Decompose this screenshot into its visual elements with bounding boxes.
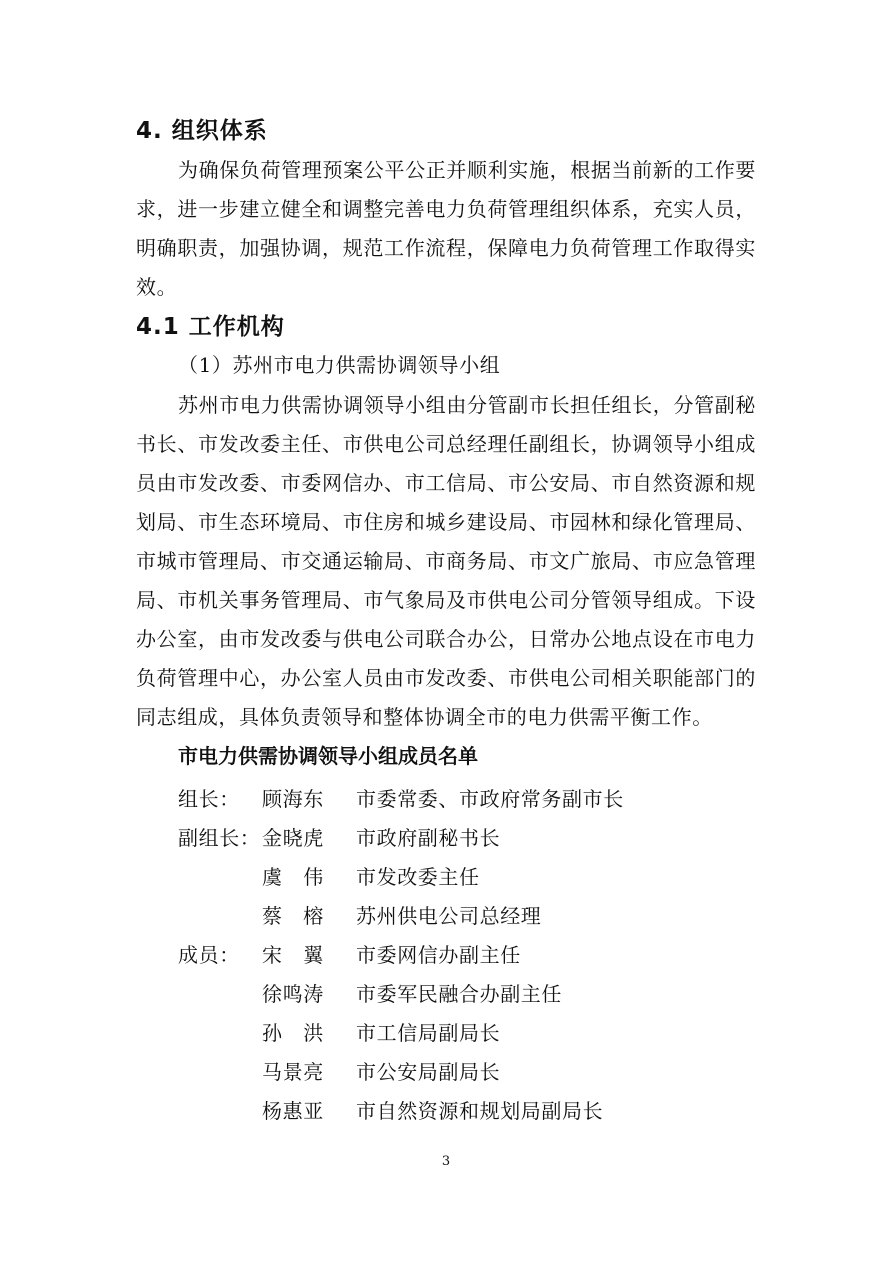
roster-position: 市公安局副局长 bbox=[356, 1060, 501, 1084]
roster-row bbox=[178, 1090, 758, 1129]
roster-position: 市工信局副局长 bbox=[356, 1021, 501, 1045]
roster-position: 市发改委主任 bbox=[356, 865, 480, 889]
roster-title: 市电力供需协调领导小组成员名单 bbox=[178, 744, 478, 768]
roster-name: 宋 翼 bbox=[262, 943, 324, 967]
roster-row bbox=[178, 1012, 758, 1051]
roster-position: 市自然资源和规划局副局长 bbox=[356, 1099, 604, 1123]
roster-list bbox=[178, 778, 758, 1129]
section-heading: 4. 组织体系 bbox=[136, 118, 268, 144]
roster-name: 杨惠亚 bbox=[262, 1099, 324, 1123]
roster-name: 顾海东 bbox=[262, 787, 324, 811]
roster-position: 市政府副秘书长 bbox=[356, 826, 501, 850]
section-paragraph: 为确保负荷管理预案公平公正并顺利实施，根据当前新的工作要求，进一步建立健全和调整完善电力负荷管理组织体系，充实人员，明确职责，加强协调，规范工作流程，保障电力负荷管理工作取得实效。 bbox=[136, 158, 756, 299]
page-number: 3 bbox=[441, 1154, 451, 1169]
roster-name: 马景亮 bbox=[262, 1060, 324, 1084]
roster-row bbox=[178, 934, 758, 973]
roster-row bbox=[178, 1051, 758, 1090]
subsection-heading: 4.1 工作机构 bbox=[136, 314, 285, 340]
roster-name: 孙 洪 bbox=[262, 1021, 324, 1045]
roster-row bbox=[178, 856, 758, 895]
roster-name: 虞 伟 bbox=[262, 865, 324, 889]
roster-name: 蔡 榕 bbox=[262, 904, 324, 928]
roster-row bbox=[178, 817, 758, 856]
item-title: （1）苏州市电力供需协调领导小组 bbox=[178, 353, 501, 377]
roster-row bbox=[178, 895, 758, 934]
roster-name: 金晓虎 bbox=[262, 826, 324, 850]
roster-position: 苏州供电公司总经理 bbox=[356, 904, 542, 928]
roster-position: 市委网信办副主任 bbox=[356, 943, 521, 967]
roster-role: 副组长： bbox=[178, 826, 261, 850]
roster-row bbox=[178, 778, 758, 817]
roster-row bbox=[178, 973, 758, 1012]
roster-position: 市委常委、市政府常务副市长 bbox=[356, 787, 624, 811]
roster-role: 组长： bbox=[178, 787, 240, 811]
roster-position: 市委军民融合办副主任 bbox=[356, 982, 562, 1006]
roster-name: 徐鸣涛 bbox=[262, 982, 324, 1006]
subsection-paragraph: 苏州市电力供需协调领导小组由分管副市长担任组长，分管副秘书长、市发改委主任、市供电公司总经理任副组长，协调领导小组成员由市发改委、市委网信办、市工信局、市公安局、市自然资源和规划局、市生态环境局、市住房和城乡建设局、市园林和绿化管理局、市城市管理局、市交通运输局、市商务局、市文广旅局、市应急管理局、市机关事务管理局、市气象局及市供电公司分管领导组成。下设办公室，由市发改委与供电公司联合办公，日常办公地点设在市电力负荷管理中心，办公室人员由市发改委、市供电公司相关职能部门的同志组成，具体负责领导和整体协调全市的电力供需平衡工作。 bbox=[136, 393, 756, 729]
roster-role: 成员： bbox=[178, 943, 240, 967]
